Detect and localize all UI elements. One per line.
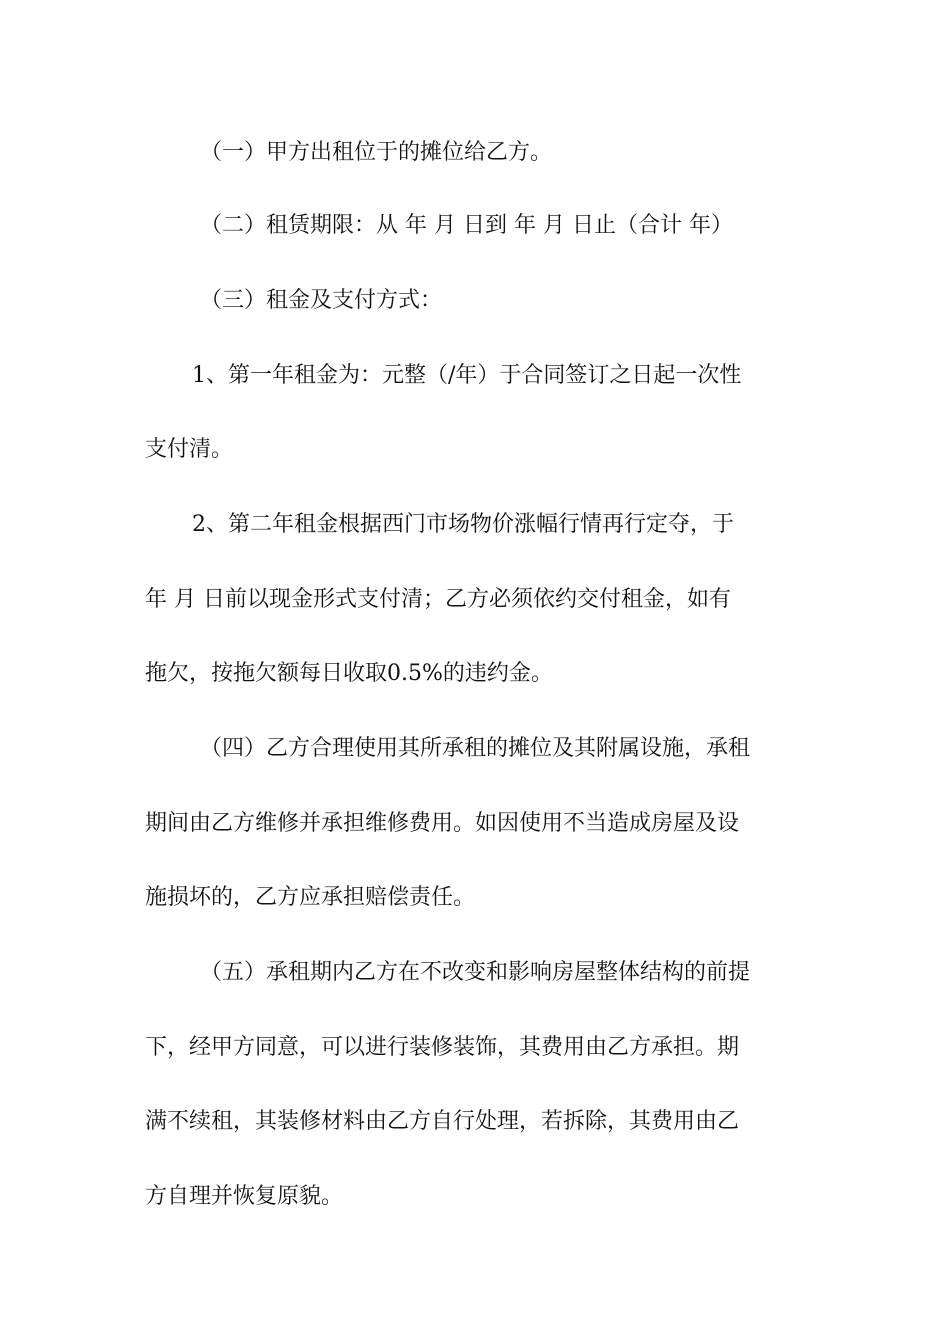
clause-4-line-2: 期间由乙方维修并承担维修费用。如因使用不当造成房屋及设 bbox=[145, 811, 740, 836]
item-2-line-3: 拖欠，按拖欠额每日收取0.5%的违约金。 bbox=[145, 661, 553, 686]
clause-5-line-4: 方自理并恢复原貌。 bbox=[145, 1184, 344, 1209]
clause-2-line: （二）租赁期限：从 年 月 日到 年 月 日止（合计 年） bbox=[200, 213, 733, 238]
clause-5-line-1: （五）承租期内乙方在不改变和影响房屋整体结构的前提 bbox=[200, 960, 751, 985]
clause-4-line-3: 施损坏的，乙方应承担赔偿责任。 bbox=[145, 885, 476, 910]
clause-5-line-2: 下，经甲方同意，可以进行装修装饰，其费用由乙方承担。期 bbox=[145, 1035, 740, 1060]
item-2-line-2: 年 月 日前以现金形式支付清；乙方必须依约交付租金，如有 bbox=[145, 587, 731, 612]
clause-1-line: （一）甲方出租位于的摊位给乙方。 bbox=[200, 140, 553, 165]
clause-3-line: （三）租金及支付方式： bbox=[200, 288, 443, 313]
item-1-line-1: 1、第一年租金为：元整（/年）于合同签订之日起一次性 bbox=[192, 363, 742, 388]
item-1-line-2: 支付清。 bbox=[145, 437, 234, 462]
item-2-line-1: 2、第二年租金根据西门市场物价涨幅行情再行定夺，于 bbox=[192, 512, 734, 537]
clause-4-line-1: （四）乙方合理使用其所承租的摊位及其附属设施，承租 bbox=[200, 736, 751, 761]
clause-5-line-3: 满不续租，其装修材料由乙方自行处理，若拆除，其费用由乙 bbox=[145, 1109, 740, 1134]
